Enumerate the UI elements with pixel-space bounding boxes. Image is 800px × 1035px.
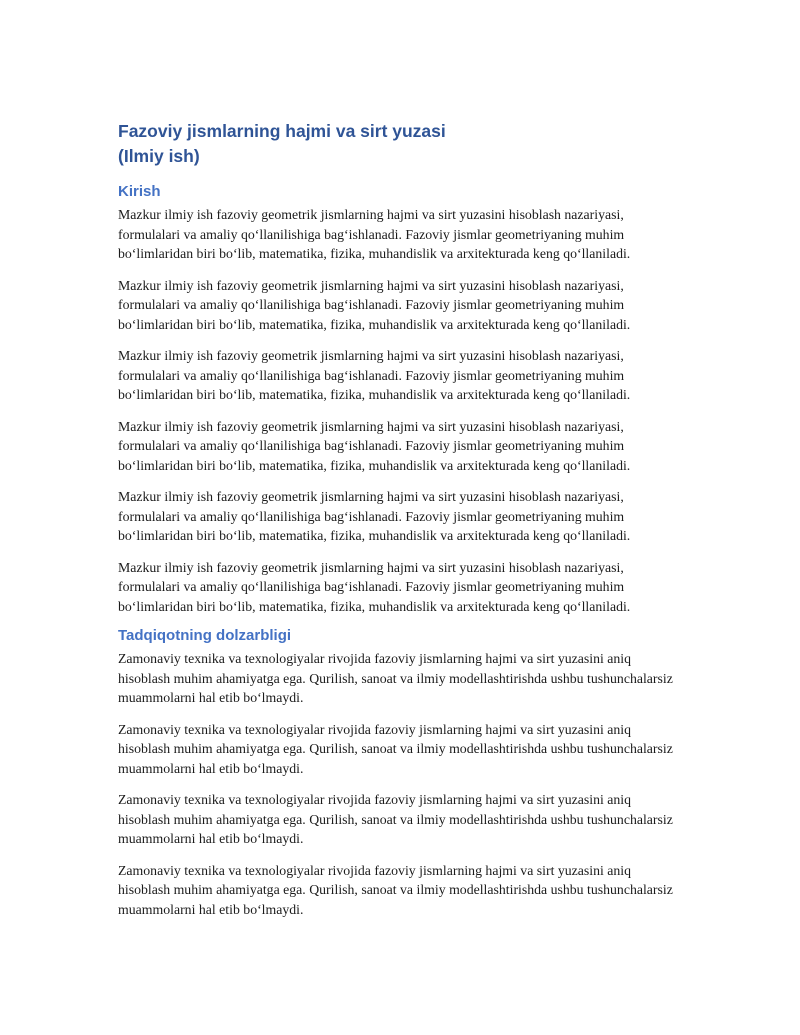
paragraph: Mazkur ilmiy ish fazoviy geometrik jismlarning hajmi va sirt yuzasini hisoblash nazariyasi, formulalari va amaliy qoʻllanilishiga bagʻishlanadi. Fazoviy jismlar geometriyaning muhim boʻlimlaridan biri boʻlib, matematika, fizika, muhandislik va arxitekturada keng qoʻllaniladi. (118, 489, 631, 543)
paragraph: Zamonaviy texnika va texnologiyalar rivojida fazoviy jismlarning hajmi va sirt yuzasini aniq hisoblash muhim ahamiyatga ega. Qurilish, sanoat va ilmiy modellashtirishda ushbu tushunchalarsiz muammolarni hal etib boʻlmaydi. (118, 792, 673, 846)
paragraph: Mazkur ilmiy ish fazoviy geometrik jismlarning hajmi va sirt yuzasini hisoblash nazariyasi, formulalari va amaliy qoʻllanilishiga bagʻishlanadi. Fazoviy jismlar geometriyaning muhim boʻlimlaridan biri boʻlib, matematika, fizika, muhandislik va arxitekturada keng qoʻllaniladi. (118, 418, 631, 473)
paragraph: Zamonaviy texnika va texnologiyalar rivojida fazoviy jismlarning hajmi va sirt yuzasini aniq hisoblash muhim ahamiyatga ega. Qurilish, sanoat va ilmiy modellashtirishda ushbu tushunchalarsiz muammolarni hal etib boʻlmaydi. (118, 721, 673, 776)
paragraph: Zamonaviy texnika va texnologiyalar rivojida fazoviy jismlarning hajmi va sirt yuzasini aniq hisoblash muhim ahamiyatga ega. Qurilish, sanoat va ilmiy modellashtirishda ushbu tushunchalarsiz muammolarni hal etib boʻlmaydi. (118, 862, 673, 917)
paragraph: Mazkur ilmiy ish fazoviy geometrik jismlarning hajmi va sirt yuzasini hisoblash nazariyasi, formulalari va amaliy qoʻllanilishiga bagʻishlanadi. Fazoviy jismlar geometriyaning muhim boʻlimlaridan biri boʻlib, matematika, fizika, muhandislik va arxitekturada keng qoʻllaniladi. (118, 207, 631, 261)
section-heading-tadqiqotning-dolzarbligi: Tadqiqotning dolzarbligi (118, 627, 292, 644)
document-subtitle: (Ilmiy ish) (118, 146, 200, 166)
section-heading-kirish: Kirish (118, 183, 161, 200)
section-tadqiqotning-dolzarbligi (118, 628, 682, 919)
section-kirish (118, 184, 682, 616)
paragraph: Mazkur ilmiy ish fazoviy geometrik jismlarning hajmi va sirt yuzasini hisoblash nazariyasi, formulalari va amaliy qoʻllanilishiga bagʻishlanadi. Fazoviy jismlar geometriyaning muhim boʻlimlaridan biri boʻlib, matematika, fizika, muhandislik va arxitekturada keng qoʻllaniladi. (118, 559, 631, 614)
document-title: Fazoviy jismlarning hajmi va sirt yuzasi (118, 121, 446, 141)
paragraph: Mazkur ilmiy ish fazoviy geometrik jismlarning hajmi va sirt yuzasini hisoblash nazariyasi, formulalari va amaliy qoʻllanilishiga bagʻishlanadi. Fazoviy jismlar geometriyaning muhim boʻlimlaridan biri boʻlib, matematika, fizika, muhandislik va arxitekturada keng qoʻllaniladi. (118, 277, 631, 332)
paragraph: Zamonaviy texnika va texnologiyalar rivojida fazoviy jismlarning hajmi va sirt yuzasini aniq hisoblash muhim ahamiyatga ega. Qurilish, sanoat va ilmiy modellashtirishda ushbu tushunchalarsiz muammolarni hal etib boʻlmaydi. (118, 651, 673, 705)
document-title-block (118, 119, 682, 169)
paragraph: Mazkur ilmiy ish fazoviy geometrik jismlarning hajmi va sirt yuzasini hisoblash nazariyasi, formulalari va amaliy qoʻllanilishiga bagʻishlanadi. Fazoviy jismlar geometriyaning muhim boʻlimlaridan biri boʻlib, matematika, fizika, muhandislik va arxitekturada keng qoʻllaniladi. (118, 348, 631, 402)
